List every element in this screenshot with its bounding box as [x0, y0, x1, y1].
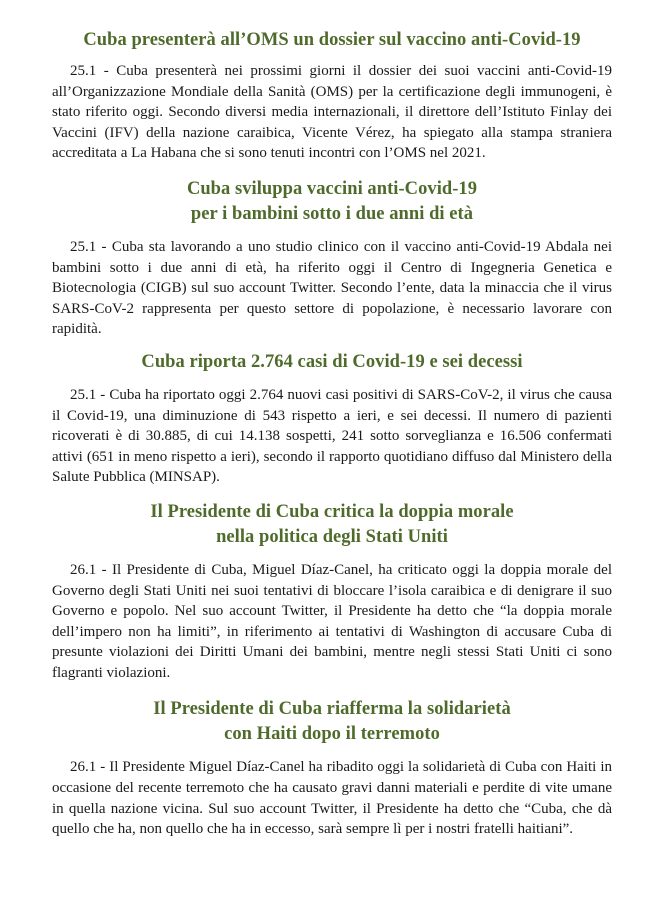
headline-line: per i bambini sotto i due anni di età	[190, 203, 474, 224]
article-body: 25.1 - Cuba ha riportato oggi 2.764 nuovi casi positivi di SARS-CoV-2, il virus che causa il Covid-19, una diminuzione di 543 rispetto a ieri, e sei decessi. Il numero di pazienti ricoverati è di 30.885, di cui 14.138 sospetti, 241 sotto sorveglianza e 16.506 confermati attivi (651 in meno rispetto a ieri), secondo il rapporto quotidiano diffuso dal Ministero della Salute Pubblica (MINSAP).	[52, 386, 612, 486]
news-page	[52, 28, 612, 851]
headline-line: Cuba presenterà all’OMS un dossier sul vaccino anti-Covid-19	[83, 30, 581, 50]
article-headline	[52, 350, 612, 375]
article-body: 25.1 - Cuba sta lavorando a uno studio clinico con il vaccino anti-Covid-19 Abdala nei bambini sotto i due anni di età, ha riferito oggi il Centro di Ingegneria Genetica e Biotecnologia (CIGB) sul suo account Twitter. Secondo l’ente, data la minaccia che il virus SARS-CoV-2 rappresenta per questo settore di popolazione, è necessario lavorare con rapidità.	[52, 238, 612, 338]
article-body: 26.1 - Il Presidente di Cuba, Miguel Díaz-Canel, ha criticato oggi la doppia morale del Governo degli Stati Uniti nei suoi tentativi di bloccare l’isola caraibica e di denigrare il suo Governo e popolo. Nel suo account Twitter, il Presidente ha detto che “la doppia morale dell’impero non ha limiti”, in riferimento ai tentativi di Washington di accusare Cuba di presunte violazioni dei Diritti Umani dei bambini, mentre negli stessi Stati Uniti ci sono flagranti violazioni.	[52, 561, 612, 681]
article-headline	[52, 500, 612, 550]
headline-line: Il Presidente di Cuba critica la doppia morale	[150, 501, 514, 522]
article-child-vaccines	[52, 177, 612, 340]
article-body: 25.1 - Cuba presenterà nei prossimi giorni il dossier dei suoi vaccini anti-Covid-19 all’Organizzazione Mondiale della Sanità (OMS) per la certificazione degli immunogeni, è stato riferito oggi. Secondo diversi media internazionali, il direttore dell’Istituto Finlay dei Vaccini (IFV) della nazione caraibica, Vicente Vérez, ha spiegato alla stampa straniera accreditata a La Habana che si sono tenuti incontri con l’OMS nel 2021.	[52, 63, 612, 162]
headline-line: con Haiti dopo il terremoto	[224, 724, 440, 745]
article-headline	[52, 697, 612, 747]
headline-line: Cuba riporta 2.764 casi di Covid-19 e sei decessi	[141, 351, 523, 372]
headline-line: nella politica degli Stati Uniti	[216, 526, 448, 547]
headline-line: Cuba sviluppa vaccini anti-Covid-19	[186, 178, 478, 199]
article-headline	[52, 177, 612, 227]
article-double-standard	[52, 500, 612, 684]
article-body: 26.1 - Il Presidente Miguel Díaz-Canel ha ribadito oggi la solidarietà di Cuba con Haiti in occasione del recente terremoto che ha causato gravi danni materiali e perdite di vite umane in quella nazione vicina. Sul suo account Twitter, il Presidente ha detto che “Cuba, che dà quello che ha, non quello che ha in eccesso, sarà sempre lì per i nostri fratelli haitiani”.	[52, 759, 612, 838]
article-covid-cases	[52, 350, 612, 488]
article-headline	[52, 28, 612, 53]
article-haiti-solidarity	[52, 697, 612, 839]
article-oms-dossier	[52, 28, 612, 164]
headline-line: Il Presidente di Cuba riafferma la solidarietà	[153, 699, 511, 720]
